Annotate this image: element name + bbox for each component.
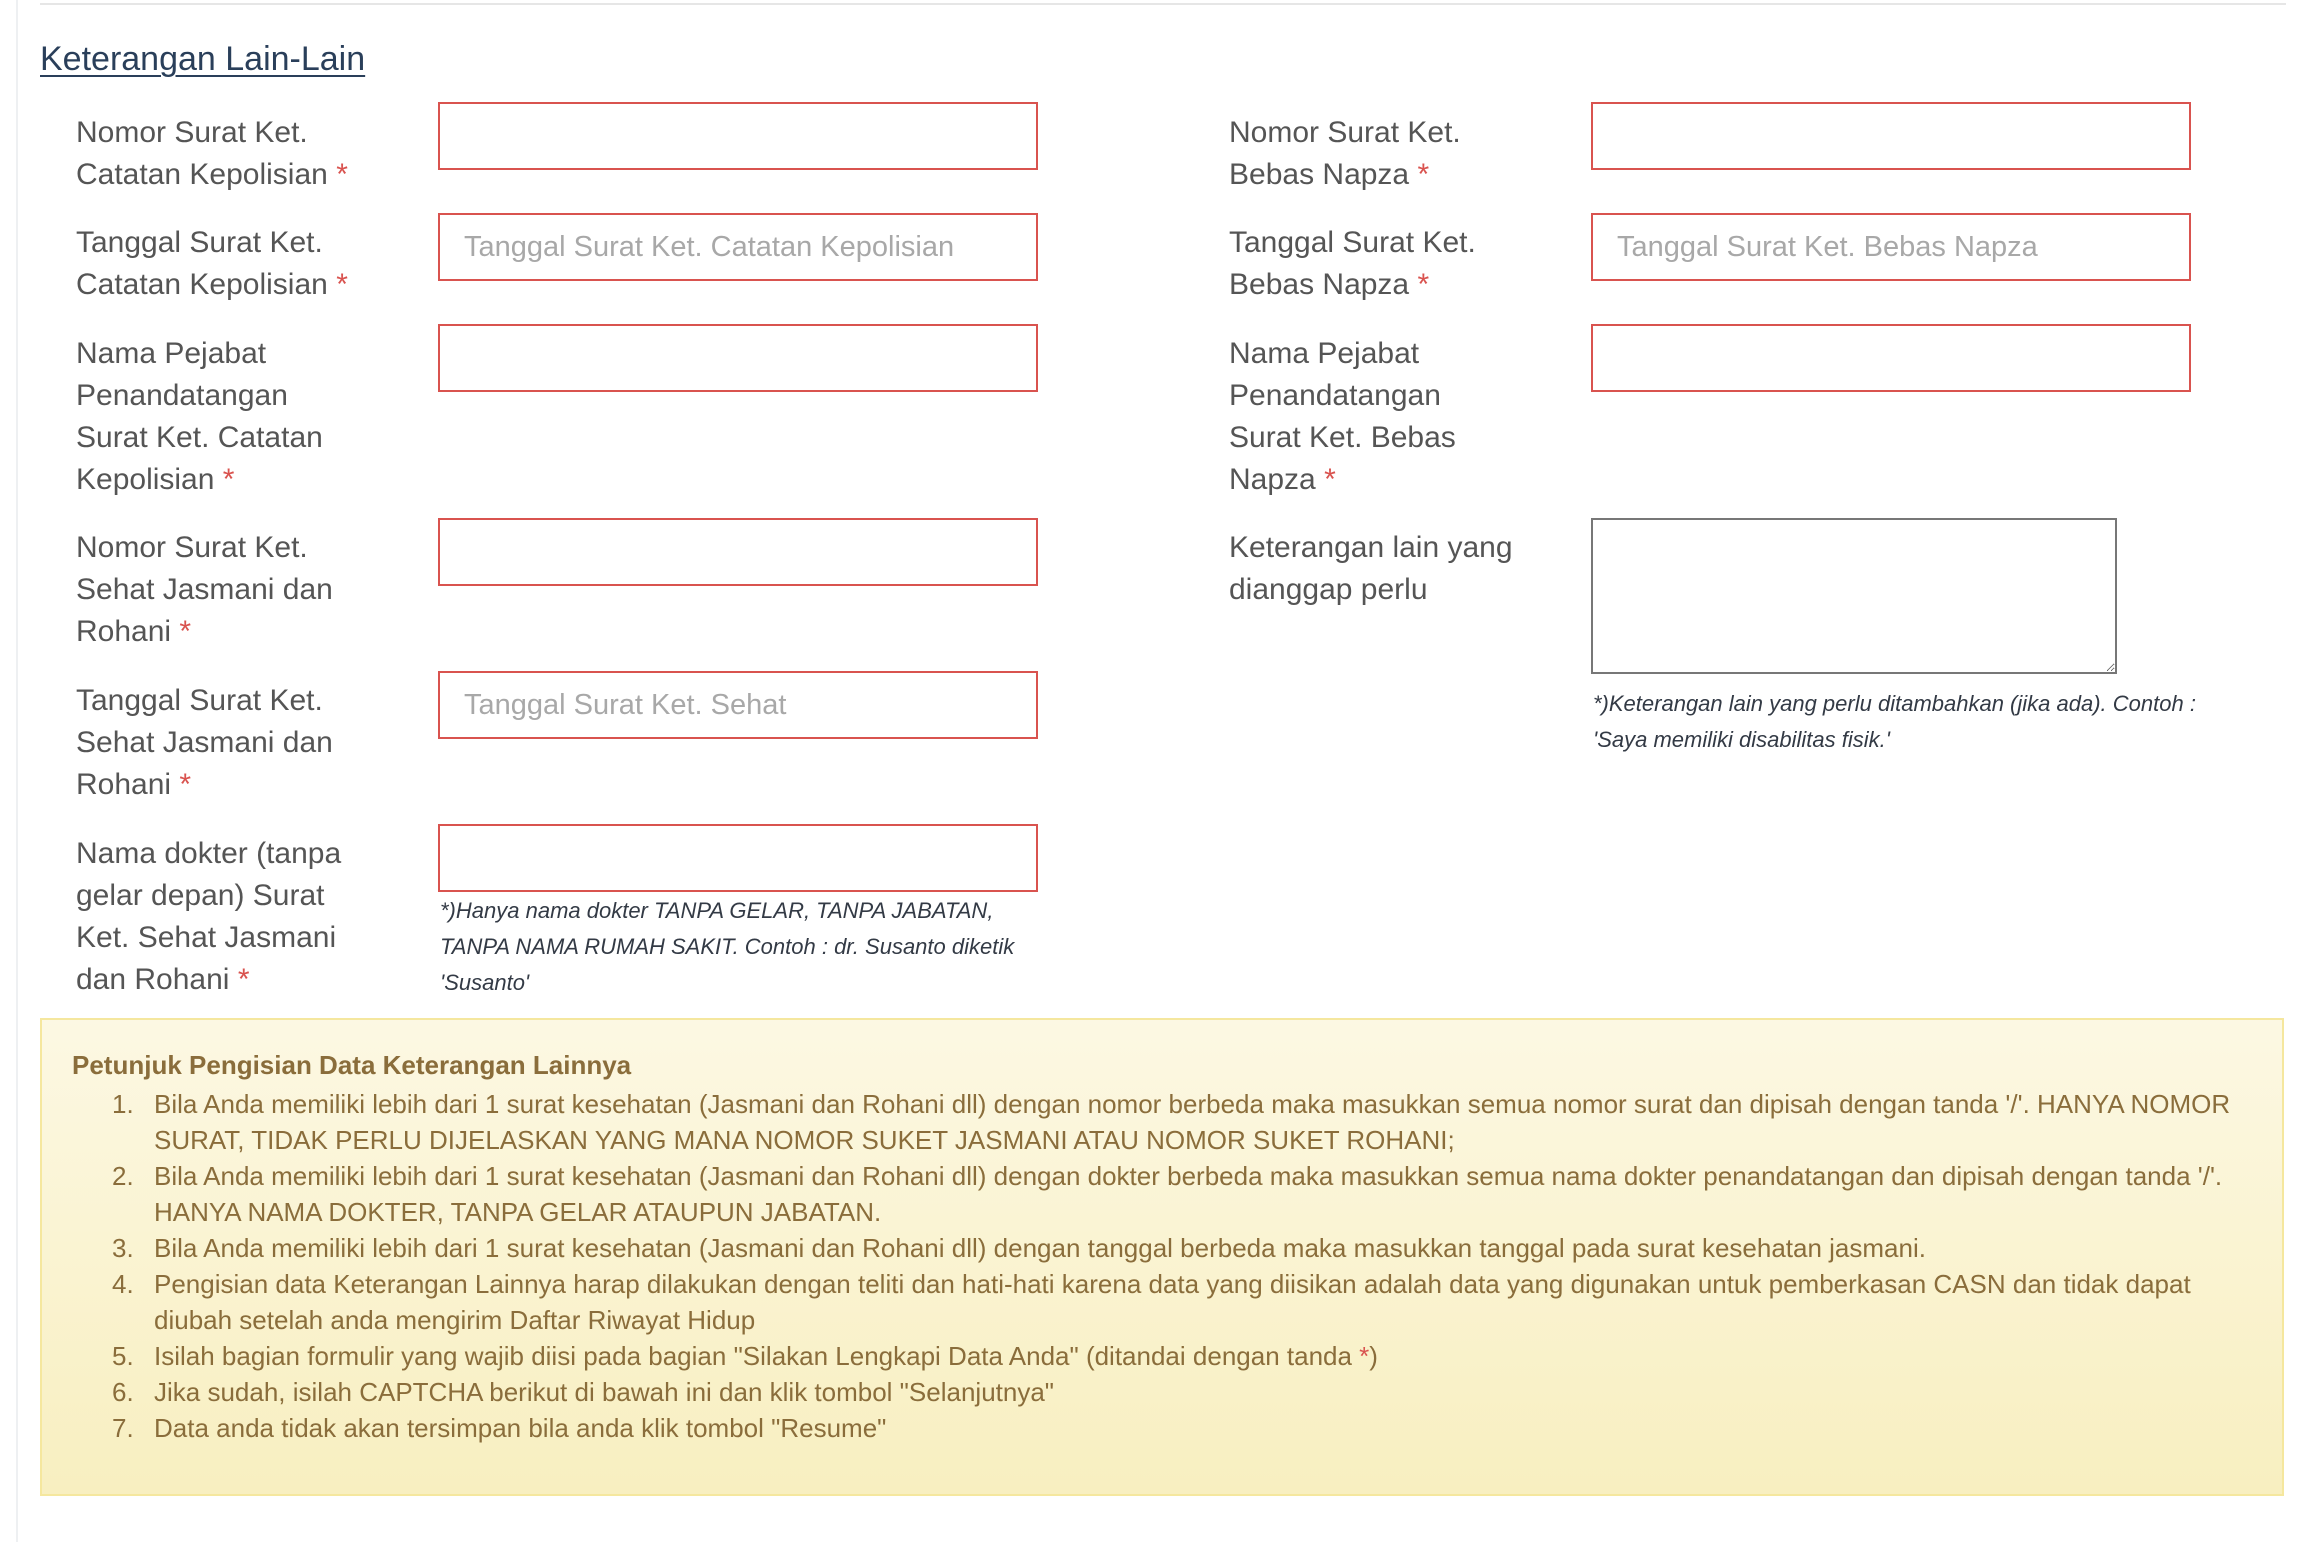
sehat-nomor-label: Nomor Surat Ket. Sehat Jasmani dan Rohani * (76, 531, 333, 648)
napza-nomor-input[interactable] (1591, 102, 2191, 170)
section-title: Keterangan Lain-Lain (40, 40, 366, 78)
instructions-title: Petunjuk Pengisian Data Keterangan Lainnya (72, 1050, 632, 1080)
napza-pejabat-input[interactable] (1591, 324, 2191, 392)
required-marker: * (1359, 1341, 1370, 1371)
skck-nomor-label: Nomor Surat Ket. Catatan Kepolisian * (76, 116, 348, 191)
required-marker: * (179, 768, 192, 801)
required-marker: * (1324, 463, 1336, 496)
required-marker: * (336, 158, 348, 191)
instructions-list (42, 1086, 2274, 1446)
napza-pejabat-label: Nama Pejabat Penandatangan Surat Ket. Bebas Napza * (1229, 337, 1456, 496)
dokter-nama-help: *)Hanya nama dokter TANPA GELAR, TANPA JABATAN, TANPA NAMA RUMAH SAKIT. Contoh : dr. Susanto diketik 'Susanto' (440, 898, 1015, 995)
sehat-tanggal-label: Tanggal Surat Ket. Sehat Jasmani dan Rohani * (76, 684, 333, 801)
keterangan-lain-label: Keterangan lain yang dianggap perlu (1229, 531, 1513, 606)
instruction-item: 7. Data anda tidak akan tersimpan bila anda klik tombol "Resume" (112, 1413, 887, 1443)
napza-tanggal-label: Tanggal Surat Ket. Bebas Napza * (1229, 226, 1476, 301)
instruction-item: 6. Jika sudah, isilah CAPTCHA berikut di bawah ini dan klik tombol "Selanjutnya" (112, 1377, 1055, 1407)
skck-pejabat-label: Nama Pejabat Penandatangan Surat Ket. Catatan Kepolisian * (76, 337, 323, 496)
skck-nomor-input[interactable] (438, 102, 1038, 170)
sehat-tanggal-input[interactable] (438, 671, 1038, 739)
skck-tanggal-label: Tanggal Surat Ket. Catatan Kepolisian * (76, 226, 348, 301)
page-left-border (16, 0, 18, 1542)
instructions-panel (40, 1018, 2284, 1496)
sehat-nomor-input[interactable] (438, 518, 1038, 586)
keterangan-lain-textarea[interactable] (1591, 518, 2117, 674)
required-marker: * (179, 615, 192, 648)
keterangan-lain-help: *)Keterangan lain yang perlu ditambahkan (jika ada). Contoh : 'Saya memiliki disabilitas fisik.' (1593, 691, 2196, 752)
required-marker: * (1417, 268, 1430, 301)
napza-tanggal-input[interactable] (1591, 213, 2191, 281)
required-marker: * (336, 268, 348, 301)
instruction-item: 2. Bila Anda memiliki lebih dari 1 surat kesehatan (Jasmani dan Rohani dll) dengan dokter berbeda maka masukkan semua nama dokter penandatangan dan dipisah dengan tanda '/'. HANYA NAMA DOKTER, TANPA GELAR ATAUPUN JABATAN. (112, 1161, 2223, 1227)
required-marker: * (1417, 158, 1430, 191)
section-divider (40, 3, 2286, 5)
required-marker: * (222, 463, 235, 496)
napza-nomor-label: Nomor Surat Ket. Bebas Napza * (1229, 116, 1461, 191)
skck-pejabat-input[interactable] (438, 324, 1038, 392)
instruction-item: 3. Bila Anda memiliki lebih dari 1 surat kesehatan (Jasmani dan Rohani dll) dengan tanggal berbeda maka masukkan tanggal pada surat kesehatan jasmani. (112, 1233, 1926, 1263)
instruction-item: 1. Bila Anda memiliki lebih dari 1 surat kesehatan (Jasmani dan Rohani dll) dengan nomor berbeda maka masukkan semua nomor surat dan dipisah dengan tanda '/'. HANYA NOMOR SURAT, TIDAK PERLU DIJELASKAN YANG MANA NOMOR SUKET JASMANI ATAU NOMOR SUKET ROHANI; (112, 1089, 2231, 1155)
skck-tanggal-input[interactable] (438, 213, 1038, 281)
instruction-item: 5. Isilah bagian formulir yang wajib diisi pada bagian "Silakan Lengkapi Data Anda" (ditandai dengan tanda *) (112, 1341, 1378, 1371)
instruction-item: 4. Pengisian data Keterangan Lainnya harap dilakukan dengan teliti dan hati-hati karena data yang diisikan adalah data yang digunakan untuk pemberkasan CASN dan tidak dapat diubah setelah anda mengirim Daftar Riwayat Hidup (112, 1269, 2191, 1335)
dokter-nama-label: Nama dokter (tanpa gelar depan) Surat Ket. Sehat Jasmani dan Rohani * (76, 837, 342, 996)
required-marker: * (237, 963, 250, 996)
dokter-nama-input[interactable] (438, 824, 1038, 892)
